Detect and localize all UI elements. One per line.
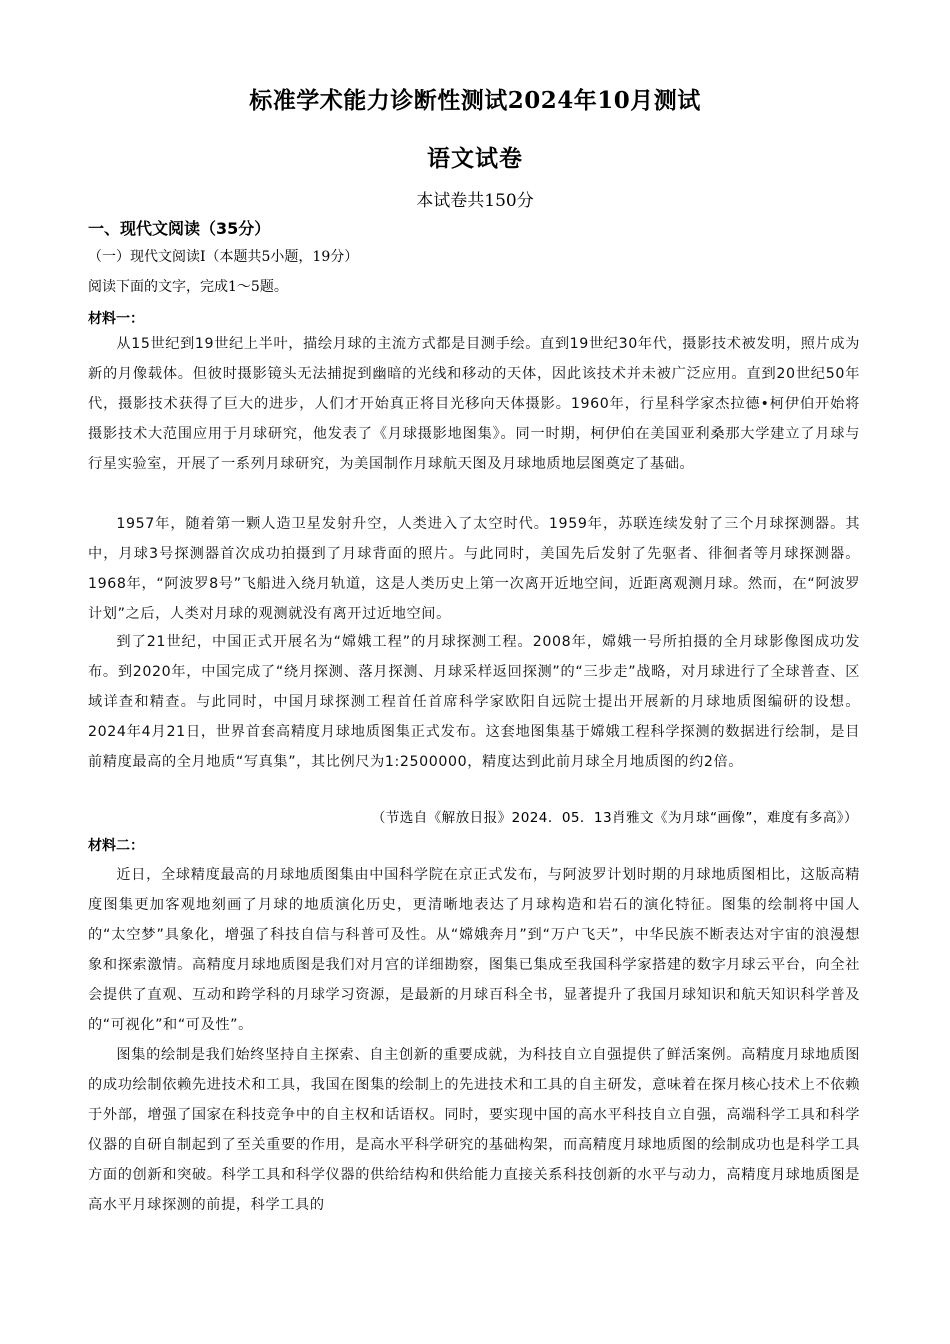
material-two-label: 材料二： (88, 838, 144, 854)
sub-section-heading: （一）现代文阅读Ⅰ（本题共5小题，19分） (88, 249, 359, 265)
reading-instruction: 阅读下面的文字，完成1～5题。 (88, 279, 288, 295)
material-two-paragraph-1: 近日，全球精度最高的月球地质图集由中国科学院在京正式发布，与阿波罗计划时期的月球地质图相比，这版高精度图集更加客观地刻画了月球的地质演化历史，更清晰地表达了月球构造和岩石的演化特征。图集的绘制将中国人的“太空梦”具象化，增强了科技自信与科普可及性。从“嫦娥奔月”到“万户飞天”，中华民族不断表达对宇宙的浪漫想象和探索激情。高精度月球地质图是我们对月宫的详细勘察，图集已集成至我国科学家搭建的数字月球云平台，向全社会提供了直观、互动和跨学科的月球学习资源，是最新的月球百科全书，显著提升了我国月球知识和航天知识科学普及的“可视化”和“可及性”。 (88, 867, 860, 1033)
exam-title: 标准学术能力诊断性测试2024年10月测试 (249, 87, 701, 114)
material-one-label: 材料一： (88, 311, 144, 327)
material-two-paragraph-2: 图集的绘制是我们始终坚持自主探索、自主创新的重要成就，为科技自立自强提供了鲜活案例。高精度月球地质图的成功绘制依赖先进技术和工具，我国在图集的绘制上的先进技术和工具的自主研发，意味着在探月核心技术上不依赖于外部，增强了国家在科技竞争中的自主权和话语权。同时，要实现中国的高水平科技自立自强，高端科学工具和科学仪器的自研自制起到了至关重要的作用，是高水平科学研究的基础构架，而高精度月球地质图的绘制成功也是科学工具方面的创新和突破。科学工具和科学仪器的供给结构和供给能力直接关系科技创新的水平与动力，高精度月球地质图是高水平月球探测的前提，科学工具的 (88, 1047, 860, 1213)
material-one-source: （节选自《解放日报》2024．05．13肖雅文《为月球“画像”，难度有多高》） (371, 810, 858, 826)
material-one-paragraph-3: 到了21世纪，中国正式开展名为“嫦娥工程”的月球探测工程。2008年，嫦娥一号所拍摄的全月球影像图成功发布。到2020年，中国完成了“绕月探测、落月探测、月球采样返回探测”的“三步走”战略，对月球进行了全球普查、区域详查和精查。与此同时，中国月球探测工程首任首席科学家欧阳自远院士提出开展新的月球地质图编研的设想。2024年4月21日，世界首套高精度月球地质图集正式发布。这套地图集基于嫦娥工程科学探测的数据进行绘制，是目前精度最高的全月地质“写真集”，其比例尺为1:2500000，精度达到此前月球全月地质图的约2倍。 (88, 634, 860, 770)
material-one-paragraph-2: 1957年，随着第一颗人造卫星发射升空，人类进入了太空时代。1959年，苏联连续发射了三个月球探测器。其中，月球3号探测器首次成功拍摄到了月球背面的照片。与此同时，美国先后发射了先驱者、徘徊者等月球探测器。1968年，“阿波罗8号”飞船进入绕月轨道，这是人类历史上第一次离开近地空间，近距离观测月球。然而，在“阿波罗计划”之后，人类对月球的观测就没有离开过近地空间。 (88, 516, 860, 622)
total-score: 本试卷共150分 (416, 191, 534, 211)
section-heading: 一、现代文阅读（35分） (88, 219, 271, 238)
subject-title: 语文试卷 (427, 145, 523, 172)
material-one-paragraph-1: 从15世纪到19世纪上半叶，描绘月球的主流方式都是目测手绘。直到19世纪30年代，摄影技术被发明，照片成为新的月像载体。但彼时摄影镜头无法捕捉到幽暗的光线和移动的天体，因此该技术并未被广泛应用。直到20世纪50年代，摄影技术获得了巨大的进步，人们才开始真正将目光移向天体摄影。1960年，行星科学家杰拉德•柯伊伯开始将摄影技术大范围应用于月球研究，他发表了《月球摄影地图集》。同一时期，柯伊伯在美国亚利桑那大学建立了月球与行星实验室，开展了一系列月球研究，为美国制作月球航天图及月球地质地层图奠定了基础。 (88, 336, 860, 472)
